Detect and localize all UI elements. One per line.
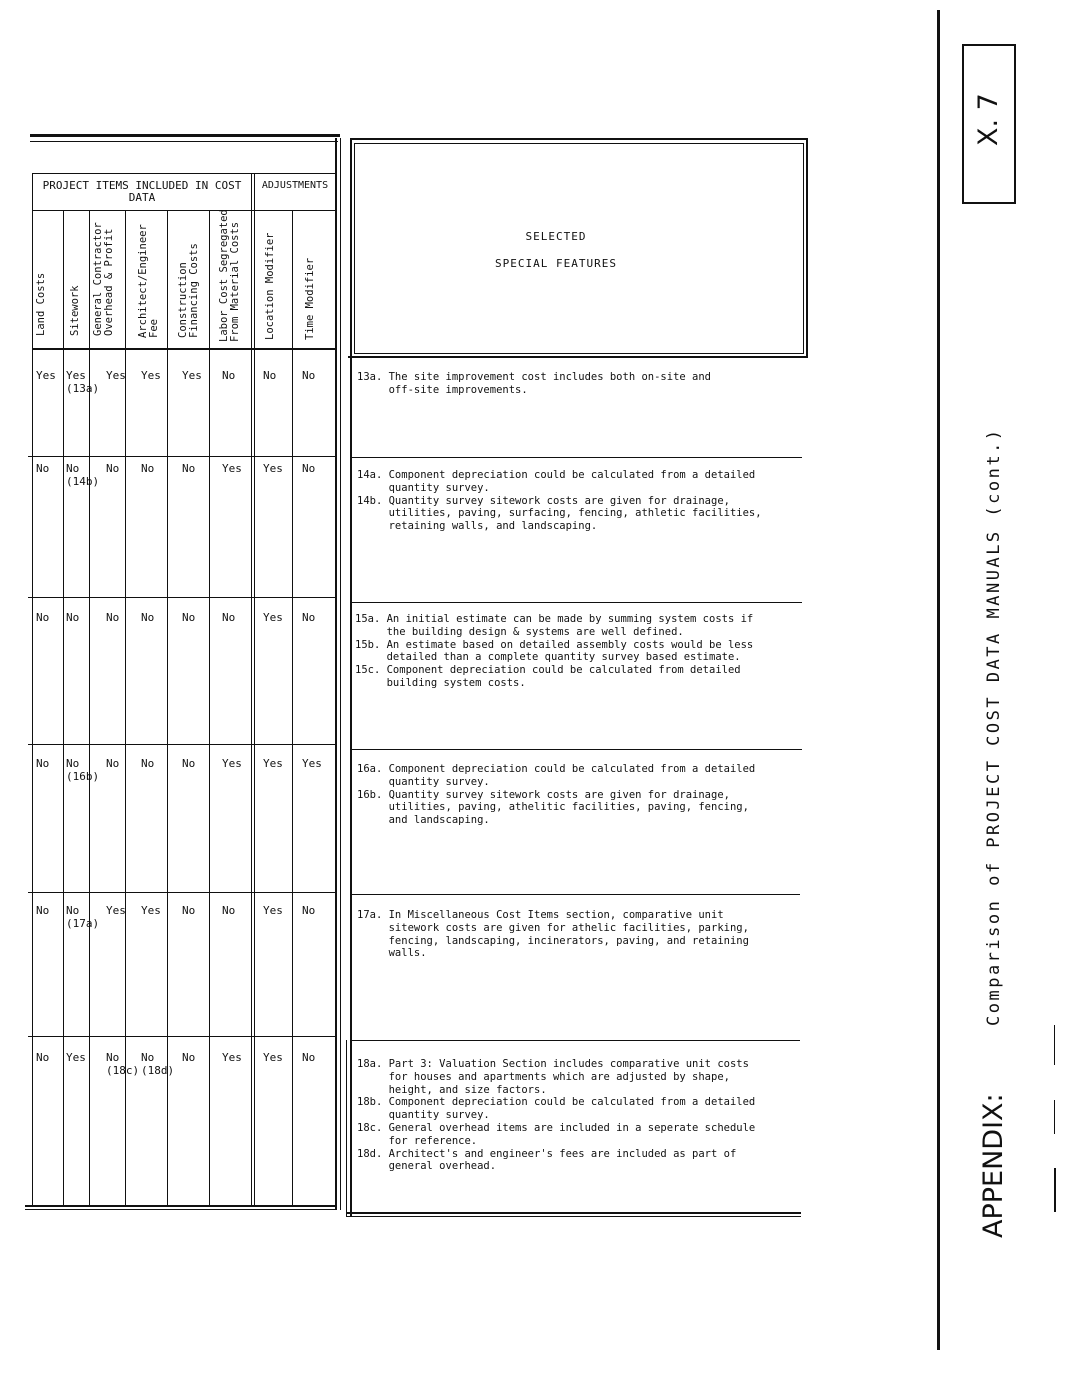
binding-margin-line (937, 10, 940, 1350)
row-divider (28, 597, 337, 598)
features-row-divider (350, 602, 802, 603)
table-cell: Yes (141, 904, 161, 917)
table-cell: Yes (263, 757, 283, 770)
column-header-land-costs: Land Costs (35, 272, 47, 336)
features-row-divider (350, 749, 802, 750)
margin-mark (1054, 1100, 1055, 1134)
col-divider (209, 210, 210, 1205)
feature-note-18: 18a. Part 3: Valuation Section includes comparative unit costs for houses and apartments which are adjusted by shape, height, and size factors. 18b. Component depreciation could be calculated from a detailed quantity survey. 18c. General overhead items are included in a seperate schedule for reference. 18d. Architect's and engineer's fees are included as part of general overhead. (357, 1058, 756, 1173)
table-bottom-rule-inner (25, 1209, 337, 1210)
table-cell: Yes (141, 369, 161, 382)
features-left-border-lower (346, 1040, 347, 1216)
table-cell: No (182, 462, 196, 475)
column-header-sitework: Sitework (69, 285, 81, 336)
features-right-border-inner (803, 143, 804, 354)
table-cell: No (106, 462, 120, 475)
group-header-top (32, 173, 335, 174)
appendix-label: APPENDIX: (978, 1093, 1009, 1238)
table-cell: Yes (36, 369, 56, 382)
table-cell: No (222, 611, 236, 624)
features-header-top-inner (354, 143, 803, 144)
table-top-rule (30, 134, 340, 137)
table-cell: Yes (263, 904, 283, 917)
feature-note-15: 15a. An initial estimate can be made by summing system costs if the building design & systems are well defined. 15b. An estimate based on detailed assembly costs would be less detailed than a complete quantity survey based estimate. 15c. Component depreciation could be calculated from detailed building system costs. (355, 613, 754, 689)
table-cell: Yes (263, 611, 283, 624)
table-cell: No (182, 757, 196, 770)
table-cell: No (141, 462, 155, 475)
table-cell: Yes (182, 369, 202, 382)
table-cell: Yes (263, 462, 283, 475)
features-left-border-inner (354, 143, 355, 354)
table-cell: No (263, 369, 277, 382)
table-cell: Yes (106, 904, 126, 917)
table-cell: No (302, 462, 316, 475)
table-top-rule-inner (30, 141, 338, 142)
table-cell: No (141, 757, 155, 770)
table-cell: No (36, 1051, 50, 1064)
margin-mark (1054, 1168, 1056, 1212)
column-header-general-contractor: General Contractor Overhead & Profit (92, 222, 115, 336)
table-cell: No (66, 611, 80, 624)
features-row-divider (350, 894, 800, 895)
table-cell: No (36, 904, 50, 917)
feature-note-14: 14a. Component depreciation could be calculated from a detailed quantity survey. 14b. Quantity survey sitework costs are given for drainage, utilities, paving, surfacing, fencing, athletic facilities, retaining walls, and landscaping. (357, 469, 762, 533)
table-bottom-rule (25, 1205, 337, 1207)
table-cell: Yes (222, 1051, 242, 1064)
table-cell: Yes (302, 757, 322, 770)
features-left-border (350, 138, 352, 1216)
margin-mark (1054, 1025, 1055, 1065)
feature-note-13: 13a. The site improvement cost includes both on-site and off-site improvements. (357, 371, 712, 396)
col-divider (89, 210, 90, 1205)
table-cell: Yes (13a) (66, 369, 100, 395)
features-header-line2: SPECIAL FEATURES (495, 257, 617, 270)
table-cell: No (14b) (66, 462, 100, 488)
table-cell: No (222, 369, 236, 382)
table-cell: No (16b) (66, 757, 100, 783)
col-divider (32, 173, 33, 1205)
page-title: Comparison of PROJECT COST DATA MANUALS (cont.) (984, 427, 1004, 1026)
table-cell: No (18d) (141, 1051, 175, 1077)
col-divider (292, 210, 293, 1205)
features-header-bottom-inner (354, 353, 803, 354)
table-cell: No (182, 904, 196, 917)
col-divider (251, 173, 252, 1205)
features-row-divider (350, 1040, 800, 1041)
table-cell: No (302, 611, 316, 624)
row-divider (28, 892, 337, 893)
table-cell: No (141, 611, 155, 624)
features-header-line1: SELECTED (525, 230, 587, 243)
column-header-time-modifier: Time Modifier (304, 257, 316, 340)
table-right-border-outer (340, 138, 341, 1210)
col-divider (63, 210, 64, 1205)
page-number: X. 7 (973, 93, 1004, 146)
row-divider (28, 744, 337, 745)
table-cell: Yes (106, 369, 126, 382)
column-header-location-modifier: Location Modifier (264, 232, 276, 340)
feature-note-16: 16a. Component depreciation could be calculated from a detailed quantity survey. 16b. Quantity survey sitework costs are given for drainage, utilities, paving, athelitic facilities, paving, fencing, and landscaping. (357, 763, 756, 827)
table-cell: No (17a) (66, 904, 100, 930)
table-cell: No (302, 1051, 316, 1064)
table-cell: No (36, 611, 50, 624)
group-header-project-items: PROJECT ITEMS INCLUDED IN COST DATA (42, 179, 242, 204)
table-cell: Yes (222, 757, 242, 770)
table-cell: No (18c) (106, 1051, 140, 1077)
column-header-architect-engineer-fee: Architect/Engineer Fee (137, 224, 160, 338)
table-cell: No (182, 611, 196, 624)
table-cell: No (36, 757, 50, 770)
table-cell: No (36, 462, 50, 475)
column-header-construction-financing: Construction Financing Costs (177, 243, 200, 338)
features-right-border (806, 138, 808, 358)
table-cell: No (182, 1051, 196, 1064)
row-divider (28, 1036, 337, 1037)
group-header-adjustments: ADJUSTMENTS (261, 180, 329, 191)
features-bottom-rule (346, 1212, 801, 1214)
features-header-top (350, 138, 808, 140)
row-divider (28, 456, 337, 457)
column-header-labor-cost-segregated: Labor Cost Segregated From Material Costs (218, 209, 241, 342)
col-divider-double (254, 173, 255, 1205)
table-cell: No (106, 757, 120, 770)
table-cell: No (302, 369, 316, 382)
table-cell: Yes (263, 1051, 283, 1064)
table-cell: Yes (222, 462, 242, 475)
group-header-bottom (32, 210, 335, 211)
table-cell: No (106, 611, 120, 624)
features-header-bottom (348, 356, 806, 358)
features-row-divider (350, 457, 802, 458)
feature-note-17: 17a. In Miscellaneous Cost Items section, comparative unit sitework costs are given for athelic facilities, parking, fencing, landscaping, incinerators, paving, and retaining walls. (357, 909, 749, 960)
table-cell: No (302, 904, 316, 917)
features-bottom-rule-inner (346, 1216, 801, 1217)
table-cell: No (222, 904, 236, 917)
table-cell: Yes (66, 1051, 86, 1064)
table-right-border (335, 138, 337, 1210)
